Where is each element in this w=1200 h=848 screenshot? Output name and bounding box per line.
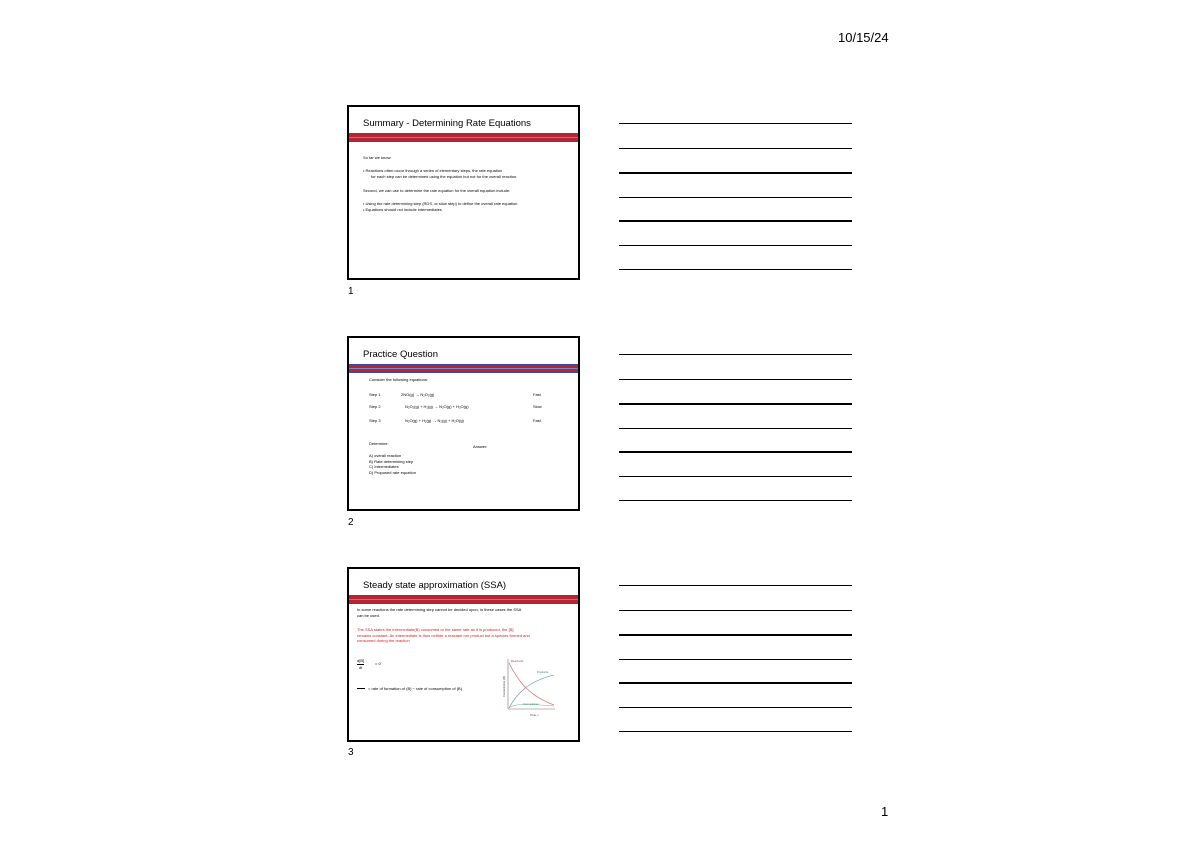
step-equation: N₂O₂(g) + H₂(g) → N₂O(g) + H₂O(g) — [405, 404, 469, 409]
notes-line — [619, 354, 852, 355]
step-speed: Fast — [533, 418, 541, 423]
notes-line — [619, 245, 852, 246]
rate-text: = rate of formation of (B) − rate of consumption of (B) — [368, 686, 463, 691]
intro-text: Consider the following equations: — [369, 377, 428, 382]
notes-line — [619, 451, 852, 453]
so-far-line-1: Reactions often occur through a series of elementary steps, the rate equation — [365, 168, 503, 173]
slide-3 — [347, 567, 580, 742]
intro-line-1: In some reactions the rate determining step cannot be decided upon, in these cases the SSA — [357, 607, 522, 612]
products-label: Products — [537, 670, 549, 674]
notes-line — [619, 123, 852, 124]
formula-top: d[B] — [357, 658, 365, 663]
determine-heading: Determine: — [369, 441, 389, 446]
red-line-1: The SSA states the intermediate(B) consumed or the same rate as it is produced, the [B] — [357, 627, 514, 632]
list-item: B) Rate determining step — [369, 458, 414, 464]
notes-line — [619, 269, 852, 270]
notes-line — [619, 610, 852, 611]
formula-value: = 0 — [375, 661, 381, 666]
y-axis-label: Concentration (M) — [503, 676, 506, 697]
step-label: Step 1 — [369, 392, 381, 397]
notes-line — [619, 682, 852, 684]
notes-line — [619, 172, 852, 174]
intermediates-label: Intermediates — [523, 703, 539, 706]
formula-bottom: dt — [358, 664, 363, 670]
list-item: • Using the rate determining step (RDS, or slow step) to define the overall rate equation — [363, 201, 517, 207]
notes-line — [619, 659, 852, 660]
title-stripe — [349, 364, 578, 373]
bullet-list — [363, 201, 517, 212]
step-speed: Fast — [533, 392, 541, 397]
slide-1 — [347, 105, 580, 280]
notes-line — [619, 197, 852, 198]
title-stripe — [349, 595, 578, 604]
step-label: Step 2 — [369, 404, 381, 409]
notes-line — [619, 476, 852, 477]
so-far-line-2: for each step can be determined using the equation but not for the overall reaction. — [371, 173, 518, 179]
notes-line — [619, 220, 852, 222]
step-equation: 2NO(g) → N₂O₂(g) — [401, 392, 435, 397]
slide-number: 3 — [348, 747, 354, 758]
step-equation: N₂O(g) + H₂(g) → N₂(g) + H₂O(g) — [405, 418, 464, 423]
red-line-2: remains constant. An intermediate is thus neither a reactant nor product but a species formed and — [357, 632, 530, 638]
slide-2 — [347, 336, 580, 511]
notes-line — [619, 731, 852, 732]
slide-number: 1 — [348, 286, 354, 297]
step-speed: Slow — [533, 404, 542, 409]
list-item: D) Proposed rate equation — [369, 469, 416, 475]
task-list — [369, 453, 416, 475]
slide-title: Summary - Determining Rate Equations — [363, 118, 531, 129]
page-date: 10/15/24 — [838, 30, 889, 45]
concentration-chart — [499, 655, 559, 721]
notes-line — [619, 148, 852, 149]
page-number: 1 — [881, 804, 889, 819]
notes-line — [619, 500, 852, 501]
second-line: Second, we can use to determine the rate equation for the overall equation include: — [363, 188, 511, 193]
notes-line — [619, 428, 852, 429]
slide-number: 2 — [348, 517, 354, 528]
slide-title: Practice Question — [363, 349, 438, 360]
notes-line — [619, 403, 852, 405]
notes-line — [619, 585, 852, 586]
list-item: A) overall reaction — [369, 453, 402, 458]
list-item: C) Intermediates — [369, 464, 399, 470]
notes-line — [619, 634, 852, 636]
notes-line — [619, 707, 852, 708]
list-item: • Equations should not include intermediates — [363, 207, 517, 213]
so-far-heading: So far we know: — [363, 155, 392, 160]
title-stripe — [349, 133, 578, 142]
answer-label: Answer: — [473, 444, 488, 449]
red-line-3: consumed during the reaction — [357, 638, 410, 644]
slide-title: Steady state approximation (SSA) — [363, 580, 507, 591]
x-axis-label: Time, t — [530, 713, 539, 717]
intro-line-2: can be used. — [357, 612, 380, 618]
intro-text — [357, 607, 521, 618]
ssa-definition — [357, 627, 530, 644]
so-far-bullet: • Reactions often occur through a series of elementary steps, the rate equation for each step can be determined using the equation but not for the overall reaction. — [363, 168, 518, 179]
derivative-formula — [357, 658, 364, 670]
notes-line — [619, 379, 852, 380]
step-label: Step 3 — [369, 418, 381, 423]
reactants-label: Reactants — [511, 659, 524, 663]
